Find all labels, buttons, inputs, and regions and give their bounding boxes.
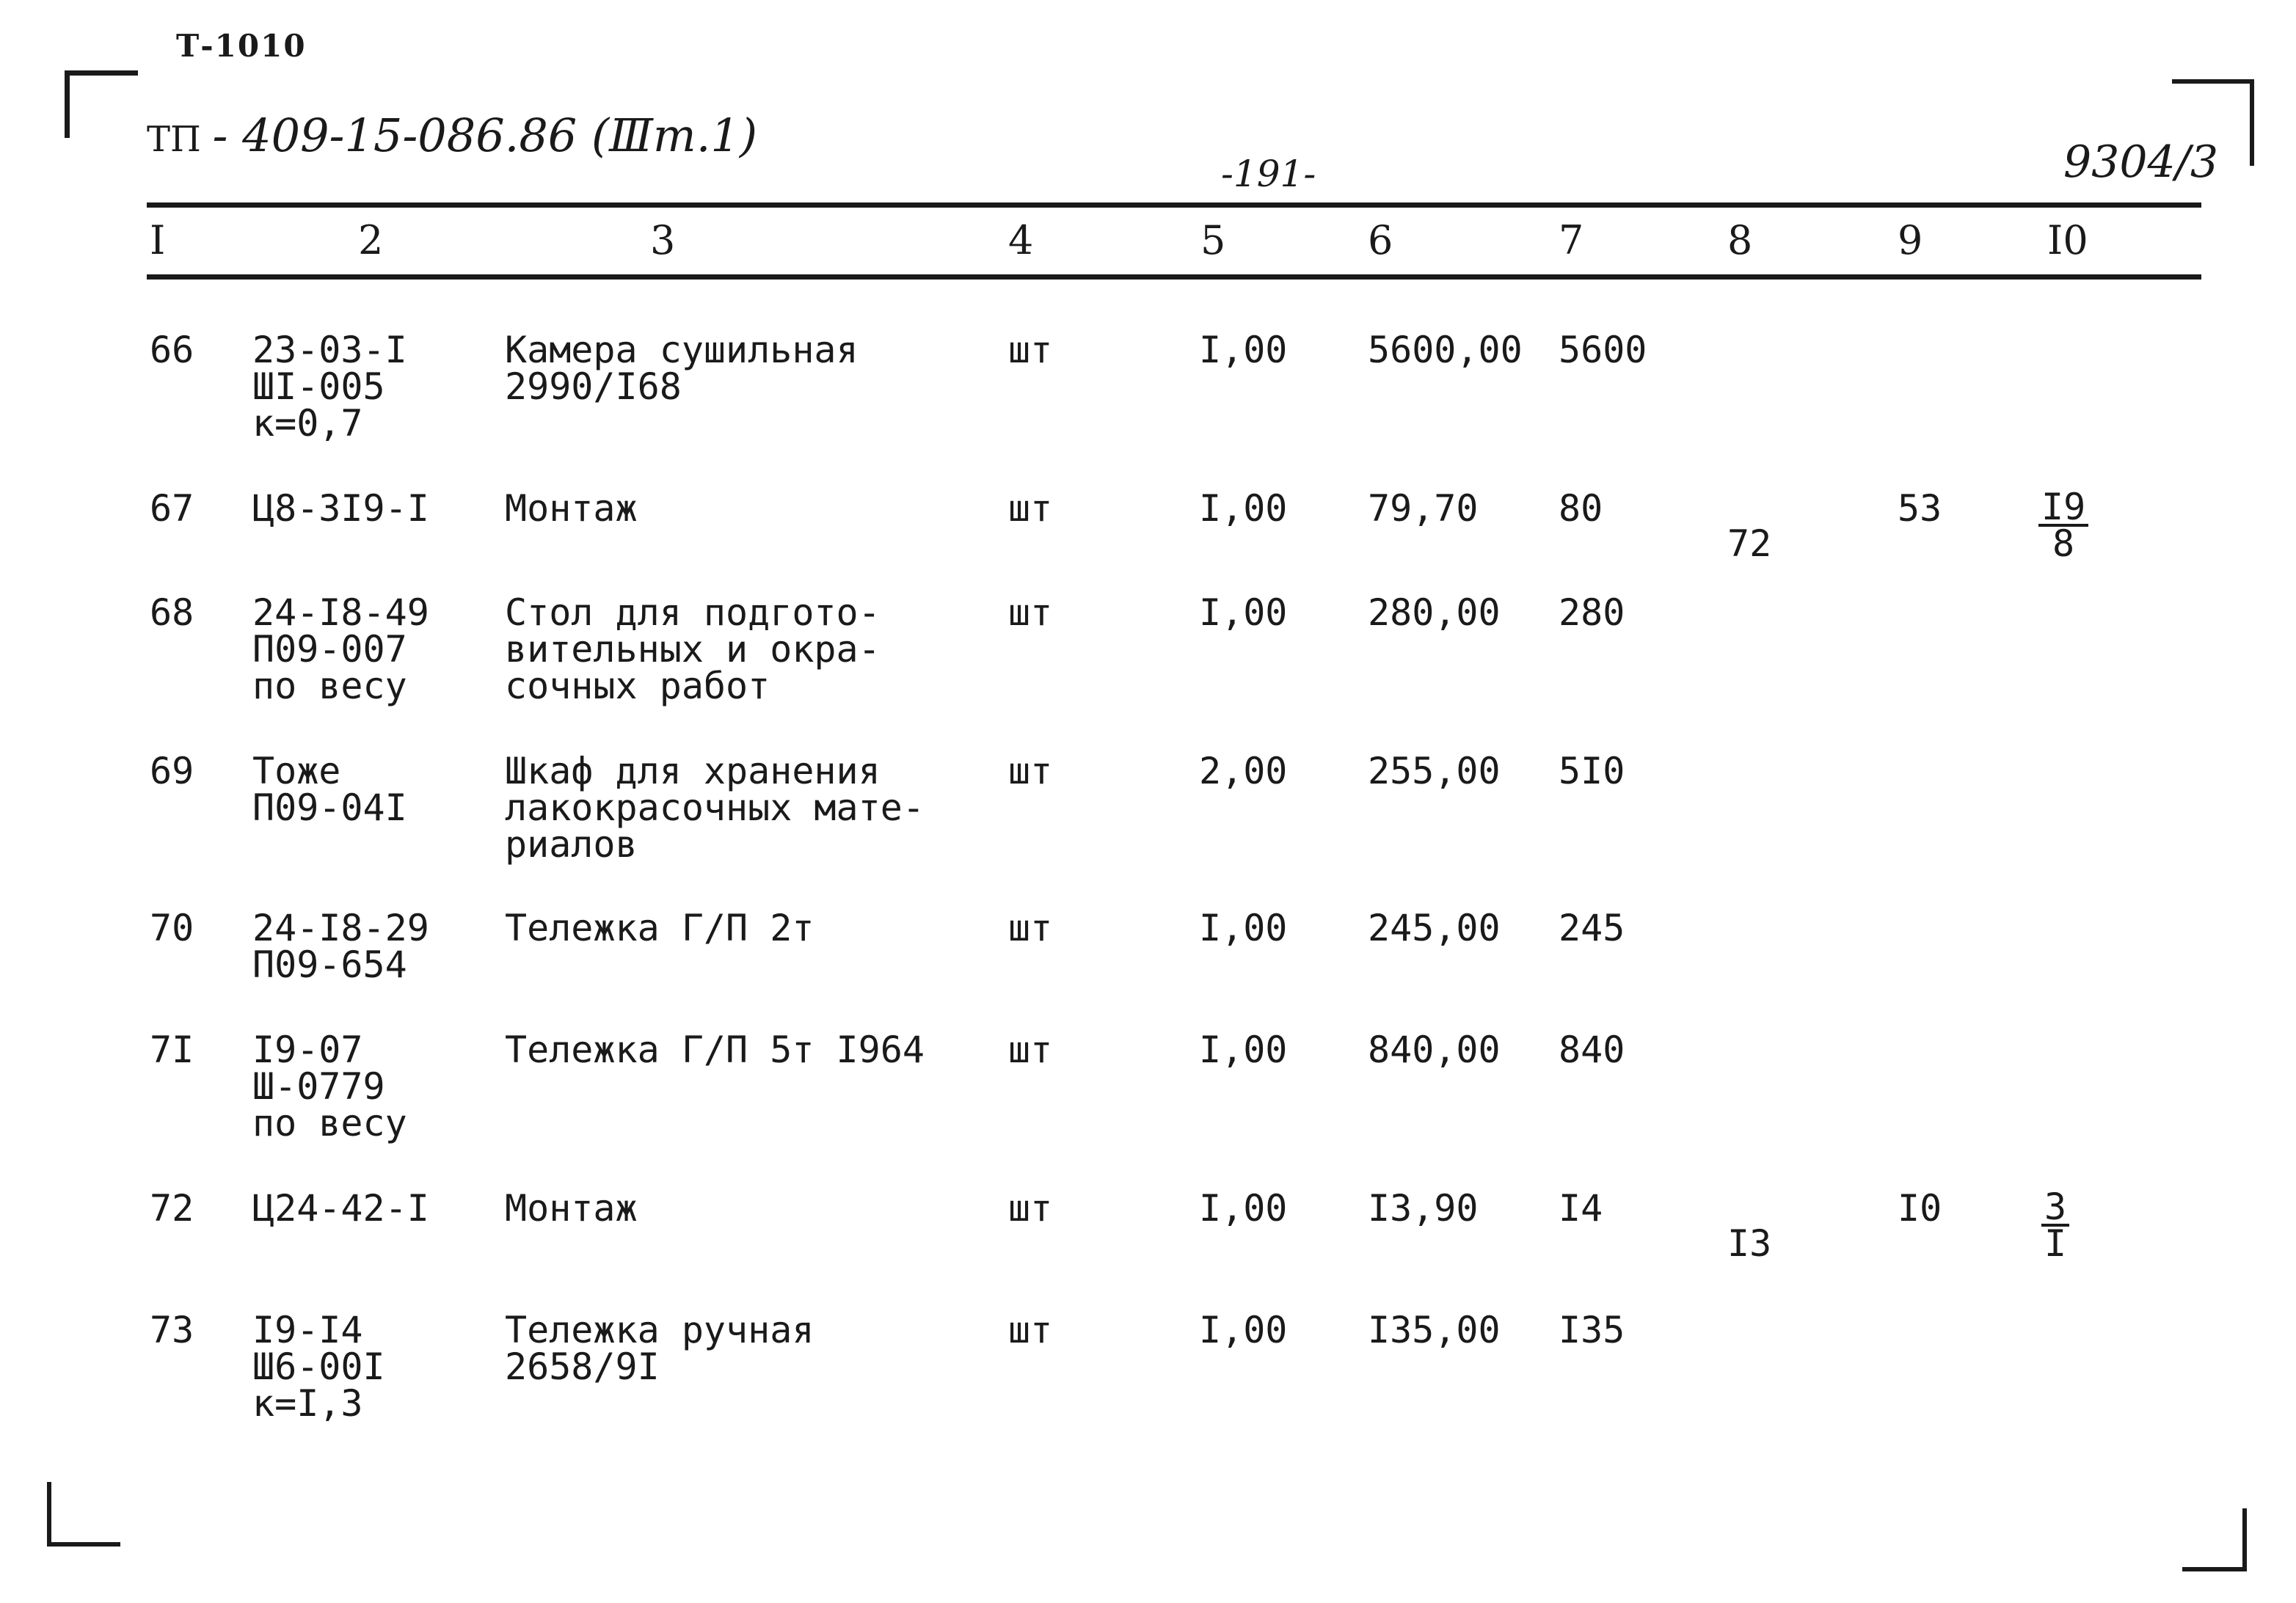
col10-denominator: 8 [2052, 522, 2075, 565]
unit-price: I3,90 [1368, 1187, 1479, 1230]
col10-fraction [2038, 486, 2088, 565]
table-header-rule [147, 274, 2201, 280]
item-name: Тележка ручная 2658/9I [505, 1309, 814, 1388]
item-name: Камера сушильная 2990/I68 [505, 329, 859, 408]
item-name: Стол для подгото- вительных и окра- сочных работ [505, 591, 881, 707]
unit: шт [1008, 1309, 1053, 1351]
col-header-7: 7 [1559, 217, 1584, 263]
price-code: I9-I4 Ш6-00I к=I,3 [252, 1309, 385, 1425]
col8-value: 72 [1727, 522, 1772, 565]
inventory-number: 9304/3 [2063, 136, 2219, 188]
row-number: 66 [150, 329, 194, 371]
unit-price: 840,00 [1368, 1029, 1501, 1071]
corner-mark-top-right-h [2172, 79, 2254, 84]
total-cost: I4 [1559, 1187, 1603, 1230]
price-code: I9-07 Ш-0779 по весу [252, 1029, 407, 1144]
series-number: - 409-15-086.86 (Ⅲт.1) [212, 109, 758, 162]
row-number: 7I [150, 1029, 194, 1071]
row-number: 70 [150, 907, 194, 949]
unit: шт [1008, 1029, 1053, 1071]
quantity: I,00 [1199, 487, 1288, 530]
stamp-label: Т-1010 [176, 28, 307, 64]
col-header-2: 2 [358, 217, 384, 263]
price-code: Тоже П09-04I [252, 750, 407, 829]
unit-price: 255,00 [1368, 750, 1501, 792]
col-header-10: I0 [2047, 217, 2088, 263]
col10-numerator: 3 [2041, 1190, 2069, 1227]
total-cost: 5I0 [1559, 750, 1625, 792]
document-series [147, 109, 757, 162]
row-number: 69 [150, 750, 194, 792]
unit: шт [1008, 487, 1053, 530]
col-header-4: 4 [1008, 217, 1034, 263]
row-number: 72 [150, 1187, 194, 1230]
col8-value: I3 [1727, 1222, 1772, 1265]
col-header-5: 5 [1200, 217, 1226, 263]
total-cost: 80 [1559, 487, 1603, 530]
total-cost: I35 [1559, 1309, 1625, 1351]
unit: шт [1008, 329, 1053, 371]
corner-mark-bottom-left-v [47, 1482, 51, 1547]
col-header-9: 9 [1898, 217, 1923, 263]
price-code: Ц8-3I9-I [252, 487, 429, 530]
corner-mark-bottom-left-h [47, 1542, 120, 1547]
quantity: 2,00 [1199, 750, 1288, 792]
quantity: I,00 [1199, 329, 1288, 371]
quantity: I,00 [1199, 591, 1288, 634]
unit-price: 280,00 [1368, 591, 1501, 634]
corner-mark-top-left-v [65, 70, 70, 138]
item-name: Шкаф для хранения лакокрасочных мате- риалов [505, 750, 925, 866]
item-name: Тележка Г/П 2т [505, 907, 814, 949]
page-number: -191- [1221, 153, 1316, 195]
price-code: Ц24-42-I [252, 1187, 429, 1230]
series-prefix: ТП [147, 119, 201, 160]
item-name: Монтаж [505, 487, 638, 530]
corner-mark-top-left-h [65, 70, 138, 76]
item-name: Монтаж [505, 1187, 638, 1230]
col9-value: I0 [1898, 1187, 1942, 1230]
col-header-6: 6 [1368, 217, 1393, 263]
col-header-8: 8 [1727, 217, 1753, 263]
unit: шт [1008, 591, 1053, 634]
row-number: 68 [150, 591, 194, 634]
quantity: I,00 [1199, 1309, 1288, 1351]
item-name: Тележка Г/П 5т I964 [505, 1029, 925, 1071]
col9-value: 53 [1898, 487, 1942, 530]
total-cost: 5600 [1559, 329, 1647, 371]
unit-price: 79,70 [1368, 487, 1479, 530]
corner-mark-bottom-right-v [2242, 1508, 2247, 1571]
quantity: I,00 [1199, 1029, 1288, 1071]
unit-price: 245,00 [1368, 907, 1501, 949]
quantity: I,00 [1199, 907, 1288, 949]
row-number: 73 [150, 1309, 194, 1351]
price-code: 24-I8-49 П09-007 по весу [252, 591, 429, 707]
col-header-1: I [150, 217, 166, 263]
price-code: 23-03-I ШI-005 к=0,7 [252, 329, 407, 445]
total-cost: 245 [1559, 907, 1625, 949]
corner-mark-bottom-right-h [2182, 1567, 2247, 1571]
price-code: 24-I8-29 П09-654 [252, 907, 429, 986]
table-top-rule [147, 202, 2201, 208]
quantity: I,00 [1199, 1187, 1288, 1230]
corner-mark-top-right-v [2250, 79, 2254, 166]
col-header-3: 3 [650, 217, 676, 263]
total-cost: 840 [1559, 1029, 1625, 1071]
unit: шт [1008, 907, 1053, 949]
col10-denominator: I [2044, 1222, 2067, 1265]
unit-price: I35,00 [1368, 1309, 1501, 1351]
unit-price: 5600,00 [1368, 329, 1523, 371]
unit: шт [1008, 1187, 1053, 1230]
unit: шт [1008, 750, 1053, 792]
row-number: 67 [150, 487, 194, 530]
col10-numerator: I9 [2038, 490, 2088, 527]
total-cost: 280 [1559, 591, 1625, 634]
col10-fraction [2041, 1186, 2069, 1265]
